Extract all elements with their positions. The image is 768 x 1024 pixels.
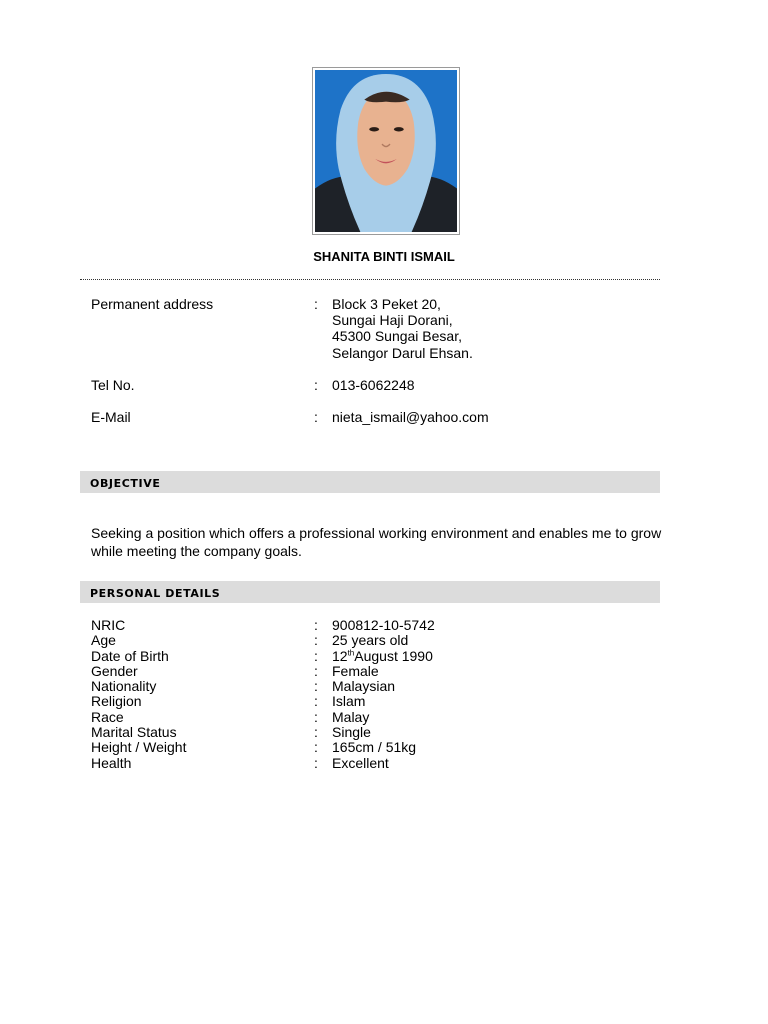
separator: : <box>314 617 318 633</box>
detail-value: Female <box>332 662 379 679</box>
separator: : <box>314 632 318 649</box>
separator: : <box>314 739 318 756</box>
detail-row-height-weight <box>0 740 768 755</box>
address-line: Sungai Haji Dorani, <box>332 312 453 328</box>
separator: : <box>314 647 318 664</box>
email-label: E-Mail <box>91 409 131 425</box>
dob-suffix: th <box>347 647 355 657</box>
detail-label: NRIC <box>91 617 126 633</box>
separator: : <box>314 678 318 695</box>
detail-row-marital-status <box>0 725 768 740</box>
detail-value: 900812-10-5742 <box>332 617 435 633</box>
detail-label: Age <box>91 632 116 649</box>
dob-rest: August 1990 <box>354 647 433 664</box>
detail-value: Single <box>332 724 371 741</box>
address-line: Selangor Darul Ehsan. <box>332 345 473 361</box>
detail-row-religion <box>0 694 768 709</box>
detail-label: Height / Weight <box>91 739 187 756</box>
separator: : <box>314 409 318 425</box>
detail-row-dob <box>0 649 768 664</box>
separator: : <box>314 296 318 312</box>
detail-value: Malay <box>332 708 370 725</box>
detail-label: Religion <box>91 693 142 710</box>
detail-label: Health <box>91 754 132 771</box>
personal-details-header <box>80 581 660 603</box>
objective-header <box>80 471 660 493</box>
address-line: Block 3 Peket 20, <box>332 296 441 312</box>
detail-value: 25 years old <box>332 632 409 649</box>
address-value <box>332 296 473 361</box>
tel-value: 013-6062248 <box>332 377 415 393</box>
detail-label: Marital Status <box>91 724 177 741</box>
detail-value <box>332 649 433 664</box>
personal-details-list <box>0 618 768 771</box>
tel-label: Tel No. <box>91 377 135 393</box>
dob-day: 12 <box>332 647 348 664</box>
detail-value: Islam <box>332 693 366 710</box>
separator: : <box>314 662 318 679</box>
profile-photo <box>312 67 460 235</box>
email-value: nieta_ismail@yahoo.com <box>332 409 489 425</box>
separator: : <box>314 724 318 741</box>
detail-row-nationality <box>0 679 768 694</box>
candidate-name: SHANITA BINTI ISMAIL <box>313 249 455 264</box>
objective-heading: OBJECTIVE <box>90 477 161 490</box>
detail-label: Race <box>91 708 124 725</box>
detail-value: 165cm / 51kg <box>332 739 417 756</box>
separator: : <box>314 693 318 710</box>
objective-text: Seeking a position which offers a professional working environment and enables me to grow while meeting the company goals. <box>91 525 662 559</box>
separator: : <box>314 377 318 393</box>
address-line: 45300 Sungai Besar, <box>332 328 462 344</box>
detail-row-health <box>0 756 768 771</box>
personal-details-heading: PERSONAL DETAILS <box>90 587 221 600</box>
detail-row-age <box>0 633 768 648</box>
detail-row-gender <box>0 664 768 679</box>
detail-value: Excellent <box>332 754 389 771</box>
detail-value: Malaysian <box>332 678 396 695</box>
detail-label: Date of Birth <box>91 647 169 664</box>
detail-label: Gender <box>91 662 138 679</box>
portrait-image <box>315 70 457 232</box>
separator: : <box>314 708 318 725</box>
address-label: Permanent address <box>91 296 214 312</box>
detail-row-race <box>0 710 768 725</box>
dotted-divider <box>80 279 660 280</box>
detail-row-nric <box>0 618 768 633</box>
separator: : <box>314 754 318 771</box>
detail-label: Nationality <box>91 678 157 695</box>
